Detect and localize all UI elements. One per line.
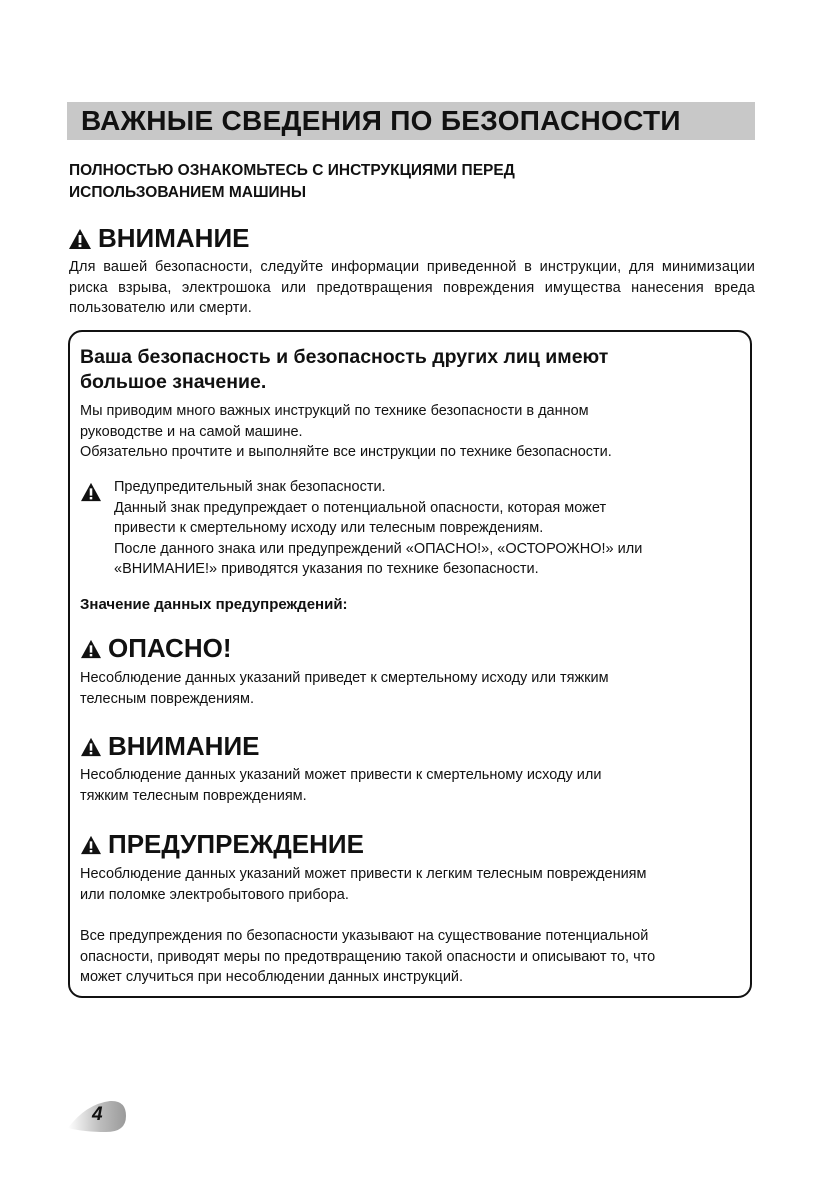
page-title: ВАЖНЫЕ СВЕДЕНИЯ ПО БЕЗОПАСНОСТИ xyxy=(81,105,681,136)
warning-triangle-icon xyxy=(80,639,102,659)
warning-triangle-icon xyxy=(80,737,102,757)
meaning-label: Значение данных предупреждений: xyxy=(80,596,348,613)
warning-triangle-icon xyxy=(68,228,92,250)
danger-heading: ОПАСНО! xyxy=(80,633,231,664)
caution-text: Несоблюдение данных указаний может привести к легким телесным повреждениям или поломке электробытового прибора. xyxy=(80,866,647,903)
attention-text: Для вашей безопасности, следуйте информации приведенной в инструкции, для минимизации риска взрыва, электрошока или предотвращения повреждения имущества нанесения вреда пользователю или смерти. xyxy=(69,259,755,316)
safety-alert-icon xyxy=(80,482,102,502)
section-title-bar xyxy=(67,102,755,140)
warning-heading: ВНИМАНИЕ xyxy=(80,731,259,762)
box-title: Ваша безопасность и безопасность других лиц имеют большое значение. xyxy=(80,346,609,393)
caution-heading: ПРЕДУПРЕЖДЕНИЕ xyxy=(80,829,364,860)
warning-text: Несоблюдение данных указаний может привести к смертельному исходу или тяжким телесным повреждениям. xyxy=(80,767,602,804)
page-number: 4 xyxy=(92,1104,103,1125)
read-instructions-subtitle: ПОЛНОСТЬЮ ОЗНАКОМЬТЕСЬ С ИНСТРУКЦИЯМИ ПЕРЕД ИСПОЛЬЗОВАНИЕМ МАШИНЫ xyxy=(69,162,515,201)
attention-heading: ВНИМАНИЕ xyxy=(68,223,249,254)
danger-text: Несоблюдение данных указаний приведет к смертельному исходу или тяжким телесным повреждениям. xyxy=(80,670,609,707)
box-intro: Мы приводим много важных инструкций по технике безопасности в данном руководстве и на самой машине. Обязательно прочтите и выполняйте все инструкции по технике безопасности. xyxy=(80,403,612,460)
warning-triangle-icon xyxy=(80,835,102,855)
closing-text: Все предупреждения по безопасности указывают на существование потенциальной опасности, приводят меры по предотвращению такой опасности и описывают то, что может случиться при несоблюдении данных инструкций. xyxy=(80,928,656,985)
